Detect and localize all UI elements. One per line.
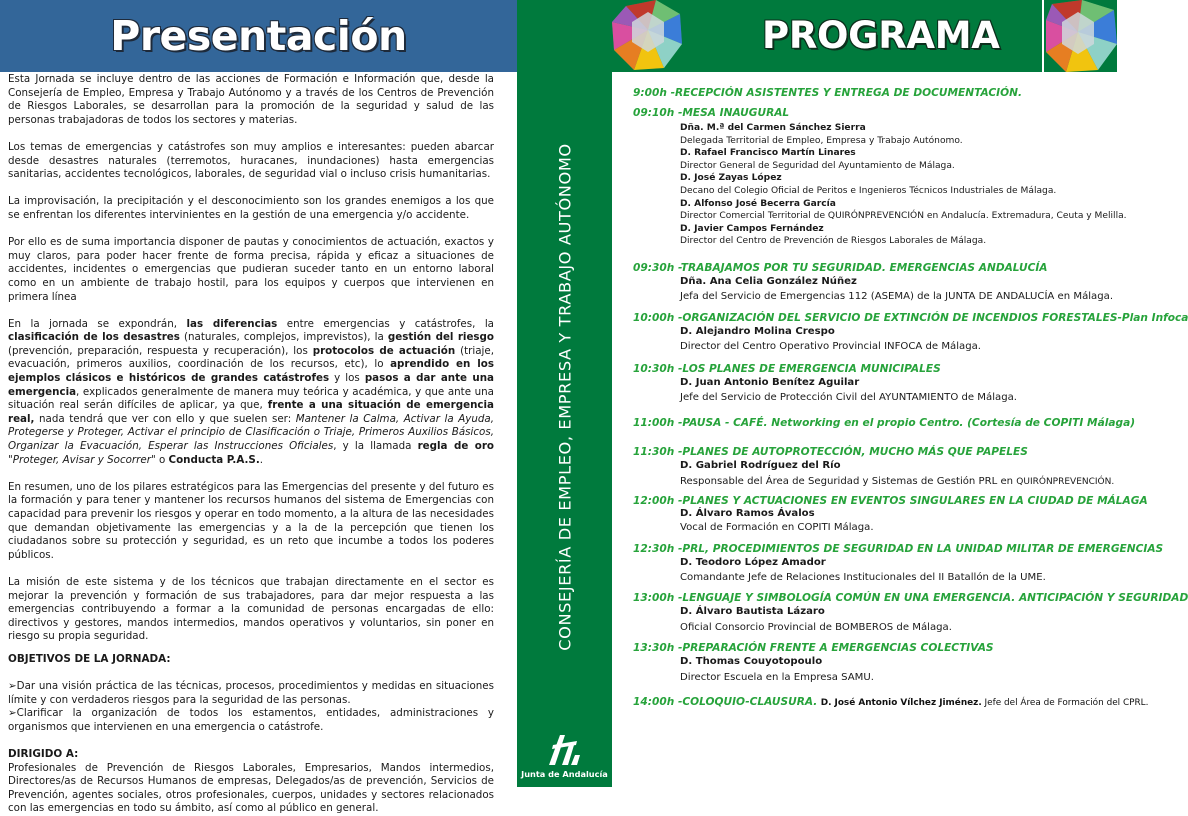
paragraph-topics: Los temas de emergencias y catástrofes son muy amplios e interesantes: pueden abarcar desde desastres naturales (terremotos, huracanes, inundaciones) hasta emergencias sanitarias, accidentes tecnológicos, laborales, de seguridad vial o incluso crisis humanitarias. xyxy=(8,140,494,181)
speaker-name: D. Rafael Francisco Martín Linares xyxy=(680,148,856,159)
speaker-name: D. Juan Antonio Benítez Aguilar xyxy=(680,376,860,388)
speaker-role: Director Escuela en la Empresa SAMU. xyxy=(680,671,874,683)
presentation-column xyxy=(0,0,517,815)
speaker-name: D. José Antonio Vílchez Jiménez. xyxy=(820,698,982,709)
junta-logo-text: Junta de Andalucía xyxy=(521,769,608,779)
paragraph-mission: La misión de este sistema y de los técnicos que trabajan directamente en el sector es mejorar la prevención y formación de sus trabajadores, para dar mejor respuesta a las emergencias contribuyendo a formar a la comunidad de personas encargadas de ello: directivos y gestores, mandos intermedios, mandos operativos y voluntarios, sin poner en riesgo su propia seguridad. xyxy=(8,575,494,643)
ministry-band xyxy=(517,0,612,787)
program-list xyxy=(633,87,1188,709)
arrow-bullet-icon: ➢ xyxy=(8,680,17,693)
speaker-role: Director General de Seguridad del Ayuntamiento de Málaga. xyxy=(680,160,955,171)
objective-item-1: ➢Dar una visión práctica de las técnicas, procesos, procedimientos y medidas en situaciones límite y con verdaderos riesgos para la seguridad de las personas. xyxy=(8,680,494,706)
ministry-vertical-text: CONSEJERÍA DE EMPLEO, EMPRESA Y TRABAJO AUTÓNOMO xyxy=(555,143,575,651)
presentation-header xyxy=(0,0,517,72)
program-time: 10:30h -LOS PLANES DE EMERGENCIA MUNICIPALES xyxy=(633,362,941,375)
speaker-role: Jefe del Área de Formación del CPRL. xyxy=(981,698,1149,709)
speaker-name: Dña. Ana Celia González Núñez xyxy=(680,275,857,287)
objective-item-2: ➢Clarificar la organización de todos los estamentos, entidades, administraciones y organismos que intervienen en una emergencia o catástrofe. xyxy=(8,707,494,733)
arrow-bullet-icon: ➢ xyxy=(8,707,17,720)
speaker-role: Jefa del Servicio de Emergencias 112 (ASEMA) de la JUNTA DE ANDALUCÍA en Málaga. xyxy=(680,291,1114,303)
program-column xyxy=(612,0,1188,787)
program-time: 9:00h -RECEPCIÓN ASISTENTES Y ENTREGA DE DOCUMENTACIÓN. xyxy=(633,87,1023,99)
speaker-name: D. Teodoro López Amador xyxy=(680,556,826,568)
presentation-title: Presentación xyxy=(110,12,407,60)
audience-text: Profesionales de Prevención de Riesgos Laborales, Empresarios, Mandos intermedios, Directores/as de Recursos Humanos de empresas, Delegados/as de prevención, Servicios de Prevención, agentes sociales, otros profesionales, cuerpos, unidades y sectores relacionados con las emergencias en todo su ámbito, así como al público en general. xyxy=(8,761,494,815)
presentation-body xyxy=(0,72,517,816)
speaker-name: Dña. M.ª del Carmen Sánchez Sierra xyxy=(680,123,866,133)
speaker-role: Director del Centro Operativo Provincial INFOCA de Málaga. xyxy=(680,341,982,353)
speaker-name: D. Alfonso José Becerra García xyxy=(680,198,836,209)
program-time: 13:00h -LENGUAJE Y SIMBOLOGÍA COMÚN EN UNA EMERGENCIA. ANTICIPACIÓN Y SEGURIDAD xyxy=(633,592,1188,605)
program-time: 13:30h -PREPARACIÓN FRENTE A EMERGENCIAS COLECTIVAS xyxy=(633,642,994,655)
paragraph-summary: En resumen, uno de los pilares estratégicos para las Emergencias del presente y del futuro es la formación y para tener y mantener los recursos humanos del sistema de Emergencias con capacidad para prevenir los riesgos y operar en todo momento, a la altura de las necesidades que demandan objetivamente las emergencias y a la de la percepción que tienen los ciudadanos sobre su protección y seguridad, es un reto que incumbe a todos los poderes públicos. xyxy=(8,480,494,561)
program-time: 09:30h -TRABAJAMOS POR TU SEGURIDAD. EMERGENCIAS ANDALUCÍA xyxy=(633,261,1048,274)
speaker-role: Jefe del Servicio de Protección Civil del AYUNTAMIENTO de Málaga. xyxy=(680,391,1017,403)
program-closing xyxy=(633,696,1149,709)
speaker-role: Director del Centro de Prevención de Riesgos Laborales de Málaga. xyxy=(680,236,987,247)
speaker-name: D. Javier Campos Fernández xyxy=(680,223,824,234)
program-time: 11:00h -PAUSA - CAFÉ. Networking en el propio Centro. (Cortesía de COPITI Málaga) xyxy=(633,417,1136,430)
junta-emblem-icon xyxy=(547,731,583,767)
speaker-name: D. Gabriel Rodríguez del Río xyxy=(680,460,841,472)
speaker-role: Director Comercial Territorial de QUIRÓNPREVENCIÓN en Andalucía. Extremadura, Ceuta y Melilla. xyxy=(680,211,1127,222)
objectives-heading: OBJETIVOS DE LA JORNADA: xyxy=(8,652,171,665)
paragraph-enemies: La improvisación, la precipitación y el desconocimiento son los grandes enemigos a los que se enfrentan los diferentes intervinientes en la gestión de una emergencia y/o accidente. xyxy=(8,195,494,221)
program-time: 11:30h -PLANES DE AUTOPROTECCIÓN, MUCHO MÁS QUE PAPELES xyxy=(633,446,1028,459)
speaker-name: D. Thomas Couyotopoulo xyxy=(680,656,823,668)
speaker-name: D. Alejandro Molina Crespo xyxy=(680,325,835,337)
polyhedron-decoration-left-icon xyxy=(612,0,684,72)
audience-heading: DIRIGIDO A: xyxy=(8,748,79,761)
speaker-role: Responsable del Área de Seguridad y Sistemas de Gestión PRL en QUIRÓNPREVENCIÓN. xyxy=(680,475,1115,487)
program-time: 12:30h -PRL, PROCEDIMIENTOS DE SEGURIDAD EN LA UNIDAD MILITAR DE EMERGENCIAS xyxy=(633,542,1164,555)
program-time: 09:10h -MESA INAUGURAL xyxy=(633,107,790,119)
speaker-role: Comandante Jefe de Relaciones Institucionales del II Batallón de la UME. xyxy=(680,572,1046,583)
paragraph-content: En la jornada se expondrán, las diferencias entre emergencias y catástrofes, la clasificación de los desastres (naturales, complejos, imprevistos), la gestión del riesgo (prevención, preparación, respuesta y recuperación), los protocolos de actuación (triaje, evacuación, primeros auxilios, coordinación de los recursos, etc), lo aprendido en los ejemplos clásicos e históricos de grandes catástrofes y los pasos a dar ante una emergencia, explicados generalmente de manera muy teórica y académica, y que ante una situación real serán difíciles de aplicar, ya que, frente a una situación de emergencia real, nada tendrá que ver con ello y que suelen ser: Mantener la Calma, Activar la Ayuda, Protegerse y Proteger, Activar el principio de Clasificación o Triaje, Primeros Auxilios Básicos, Organizar la Evacuación, Esperar las Instrucciones Oficiales, y la llamada regla de oro "Proteger, Avisar y Socorrer" o Conducta P.A.S.. xyxy=(8,317,495,466)
program-title: PROGRAMA xyxy=(762,14,1000,57)
speaker-name: D. José Zayas López xyxy=(680,173,782,184)
junta-logo xyxy=(517,725,612,787)
speaker-role: Oficial Consorcio Provincial de BOMBEROS de Málaga. xyxy=(680,621,952,633)
program-time: 10:00h -ORGANIZACIÓN DEL SERVICIO DE EXTINCIÓN DE INCENDIOS FORESTALES-Plan Infoca xyxy=(633,311,1188,324)
paragraph-importance: Por ello es de suma importancia disponer de pautas y conocimientos de actuación, exactos y muy claros, para poder hacer frente de forma precisa, rápida y eficaz a situaciones de accidentes, incidentes o emergencias que pudieran suceder tanto en un entorno laboral como en un ambiente de trabajo hostil, para los equipos y cuerpos que intervienen en primera línea xyxy=(8,236,494,303)
speaker-role: Decano del Colegio Oficial de Peritos e Ingenieros Técnicos Industriales de Málaga. xyxy=(680,185,1057,196)
speaker-role: Vocal de Formación en COPITI Málaga. xyxy=(680,522,874,534)
program-time: 14:00h -COLOQUIO-CLAUSURA. xyxy=(633,696,818,709)
paragraph-intro: Esta Jornada se incluye dentro de las acciones de Formación e Información que, desde la Consejería de Empleo, Empresa y Trabajo Autónomo y a través de los Centros de Prevención de Riesgos Laborales, se desarrollan para la promoción de la seguridad y salud de las personas trabajadoras de todos los sectores y materias. xyxy=(8,73,494,126)
polyhedron-decoration-right-icon xyxy=(1042,0,1117,72)
speaker-name: D. Álvaro Ramos Ávalos xyxy=(680,508,815,520)
program-time: 12:00h -PLANES Y ACTUACIONES EN EVENTOS SINGULARES EN LA CIUDAD DE MÁLAGA xyxy=(633,495,1148,508)
program-header xyxy=(612,0,1117,72)
speaker-role: Delegada Territorial de Empleo, Empresa y Trabajo Autónomo. xyxy=(680,135,963,146)
speaker-name: D. Álvaro Bautista Lázaro xyxy=(680,606,825,618)
